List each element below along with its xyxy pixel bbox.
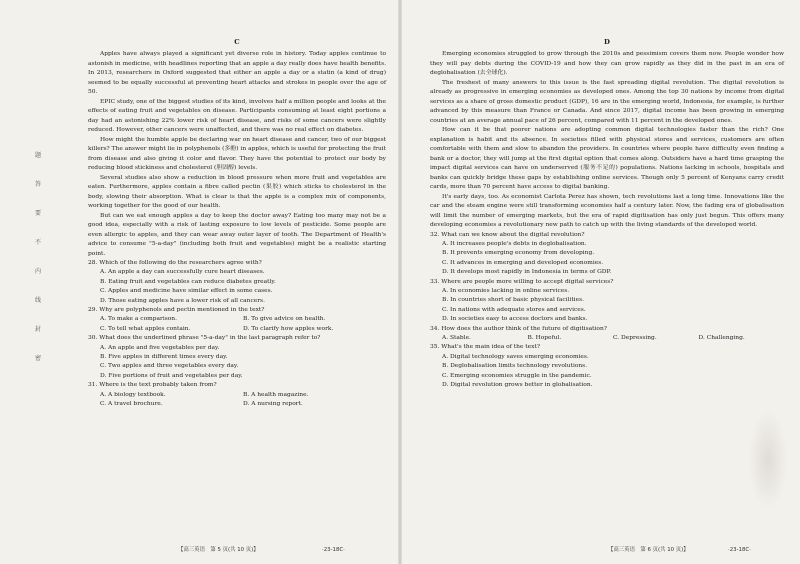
answer-option[interactable]: D. Five portions of fruit and vegetables per day. xyxy=(100,372,243,379)
margin-char: 封 xyxy=(34,326,41,333)
answer-option[interactable]: C. It advances in emerging and developed economies. xyxy=(442,259,604,266)
scan-smudge xyxy=(748,410,788,510)
passage-paragraph: How might the humble apple be declaring war on heart disease and cancer, two of our biggest killers? The answer might lie in polyphenols (多酚) in apples, which is useful for protecting the fruit from disease and also giving it color and flavor. They have the potential to protect our body by reducing blood stickiness and cholesterol (胆固醇) levels. xyxy=(88,136,386,171)
answer-option[interactable]: D. Challenging. xyxy=(698,334,745,341)
passage-paragraph: How can it be that poorer nations are adopting common digital technologies faster than the rich? One explanation is habit and its absence. In societies filled with physical stores and services, customers are often comfortable with them and slow to abandon the providers. In countries where people have difficulty even finding a bank or a doctor, they will jump at the first digital option that comes along. Outsiders have a hard time grasping the impact digital services can have on underserved (服务不足的) populations. Nations lacking in schools, hospitals and banks can quickly bridge these gaps by establishing online services. Though only 5 percent of Kenyans carry credit cards, more than 70 percent have access to digital banking. xyxy=(430,127,784,190)
passage-paragraph: The freshest of many answers to this issue is the fast spreading digital revolution. The digital revolution is already as progressive in emerging economies as developed ones. Among the top 30 nations by income from digital services as a share of gross domestic product (GDP), 16 are in the emerging world, Indonesia, for example, is further advanced by this measure than France or Canada. And since 2017, digital income has been growing in emerging countries at an average annual pace of 26 percent, compared with 11 percent in the developed ones. xyxy=(430,79,784,124)
question-stem: 28. Which of the following do the researchers agree with? xyxy=(88,260,262,266)
answer-option[interactable]: B. It prevents emerging economy from developing. xyxy=(442,250,595,257)
question-33 xyxy=(430,278,784,325)
margin-char: 内 xyxy=(34,268,41,275)
margin-char: 答 xyxy=(34,181,41,188)
passage-paragraph: It's early days, too. As economist Carlota Perez has shown, tech revolutions last a long time. Innovations like the car and the steam engine were still transforming economies half a century later. Now, the fading era of globalisation will limit the number of emerging markets, but the era of rapid digitisation has only just begun. This offers many developing economies a revolutionary new path to catch up with the living standards of the developed world. xyxy=(430,193,784,228)
answer-option[interactable]: B. Five apples in different times every day. xyxy=(100,354,228,361)
margin-char: 不 xyxy=(34,239,41,246)
answer-option[interactable]: A. An apple and five vegetables per day. xyxy=(100,344,220,351)
answer-option[interactable]: C. Depressing. xyxy=(613,334,657,341)
margin-char: 密 xyxy=(34,355,41,362)
question-stem: 32. What can we know about the digital revolution? xyxy=(430,231,585,238)
question-stem: 31. Where is the text probably taken from? xyxy=(88,382,217,389)
answer-option[interactable]: B. Deglobalisation limits technology revolutions. xyxy=(442,363,588,370)
answer-option[interactable]: C. To tell what apples contain. xyxy=(100,325,191,332)
binding-margin-notice xyxy=(30,150,46,382)
page-footer-code: ·23-18C· xyxy=(322,547,345,553)
question-35 xyxy=(430,343,784,390)
answer-option[interactable]: A. An apple a day can successfully cure heart diseases. xyxy=(100,269,265,276)
answer-option[interactable]: A. To make a comparison. xyxy=(100,316,177,323)
answer-option[interactable]: C. In nations with adequate stores and services. xyxy=(442,306,586,313)
answer-option[interactable]: C. Apples and medicine have similar effect in some cases. xyxy=(100,288,273,295)
question-stem: 29. Why are polyphenols and pectin mentioned in the text? xyxy=(88,307,265,314)
page-footer-code: ·23-18C· xyxy=(728,547,751,553)
question-29 xyxy=(88,306,386,334)
answer-option[interactable]: B. Hopeful. xyxy=(527,334,562,341)
question-28 xyxy=(88,259,386,306)
answer-option[interactable]: D. Those eating apples have a lower risk of all cancers. xyxy=(100,297,265,304)
question-stem: 30. What does the underlined phrase "5-a-day" in the last paragraph refer to? xyxy=(88,335,321,342)
question-30 xyxy=(88,334,386,381)
answer-option[interactable]: B. A health magazine. xyxy=(243,391,309,398)
answer-option[interactable]: A. Stable. xyxy=(442,334,471,341)
question-stem: 33. Where are people more willing to accept digital services? xyxy=(430,278,614,285)
answer-option[interactable]: D. It develops most rapidly in Indonesia in terms of GDP. xyxy=(442,269,612,276)
answer-option[interactable]: D. To clarify how apples work. xyxy=(243,325,334,332)
answer-option[interactable]: C. A travel brochure. xyxy=(100,401,163,408)
section-label-c: C xyxy=(234,38,240,46)
answer-option[interactable]: B. Eating fruit and vegetables can reduce diabetes greatly. xyxy=(100,278,276,285)
answer-option[interactable]: C. Emerging economies struggle in the pandemic. xyxy=(442,372,592,379)
page-footer-label: 【高三英语 第 6 页(共 10 页)】 xyxy=(608,547,689,553)
page-footer-label: 【高三英语 第 5 页(共 10 页)】 xyxy=(178,547,259,553)
question-stem: 35. What's the main idea of the text? xyxy=(430,344,540,351)
margin-char: 题 xyxy=(34,152,41,159)
section-label-d: D xyxy=(604,38,610,46)
question-34 xyxy=(430,325,784,344)
margin-char: 要 xyxy=(34,210,41,217)
right-page xyxy=(400,0,800,564)
answer-option[interactable]: A. It increases people's debts in deglobalisation. xyxy=(442,240,587,247)
passage-paragraph: Emerging economies struggled to grow through the 2010s and pessimism covers them now. People wonder how they will pay debts during the COVID-19 and how they can grow rapidly as they did in the past in an era of deglobalisation (去全球化). xyxy=(430,51,784,76)
passage-paragraph: But can we eat enough apples a day to keep the doctor away? Eating too many may not be a good idea, especially with a risk of lasting exposure to low levels of pesticide. Some people are even allergic to apples, and they can wear away outer layer of tooth. The Department of Health's advice to consume "5-a-day" (including both fruit and vegetables) might be a realistic starting point. xyxy=(88,212,386,257)
answer-option[interactable]: B. To give advice on health. xyxy=(243,316,326,323)
margin-char: 线 xyxy=(34,297,41,304)
answer-option[interactable]: B. In countries short of basic physical facilities. xyxy=(442,297,584,304)
answer-option[interactable]: D. A nursing report. xyxy=(243,401,303,408)
question-31 xyxy=(88,381,386,409)
answer-option[interactable]: C. Two apples and three vegetables every day. xyxy=(100,363,239,370)
answer-option[interactable]: D. In societies easy to access doctors and banks. xyxy=(442,316,588,323)
passage-paragraph: Apples have always played a significant yet diverse role in history. Today apples continue to astonish in medicine, with headlines reporting that an apple a day really does have health benefits. In 2013, researchers in Oxford suggested that either an apple a day or a statin (a kind of drug) seemed to be equally successful at preventing heart attacks and strokes in people over the age of 50. xyxy=(88,51,386,95)
answer-option[interactable]: A. Digital technology saves emerging economies. xyxy=(442,353,589,360)
answer-option[interactable]: A. In economies lacking in online services. xyxy=(442,287,570,294)
question-32 xyxy=(430,231,784,278)
question-stem: 34. How does the author think of the future of digitisation? xyxy=(430,325,607,332)
answer-option[interactable]: D. Digital revolution grows better in globalisation. xyxy=(442,382,593,388)
answer-option[interactable]: A. A biology textbook. xyxy=(100,391,166,398)
passage-paragraph: Several studies also show a reduction in blood pressure when more fruit and vegetables are eaten. Furthermore, apples contain a fibre called pectin (果胶) which sticks to cholesterol in the body, slowing their absorption. What is clear is that the apple is a complex mix of components, working together for the good of our health. xyxy=(88,174,386,209)
passage-paragraph: EPIC study, one of the biggest studies of its kind, involves half a million people and looks at the effects of eating fruit and vegetables on disease. Participants consuming at least eight portions a day had an astonishing 22% lower risk of heart disease, and risks of some cancers were slightly reduced. However, other cancers were unaffected, and there was no real effect on diabetes. xyxy=(88,98,386,133)
